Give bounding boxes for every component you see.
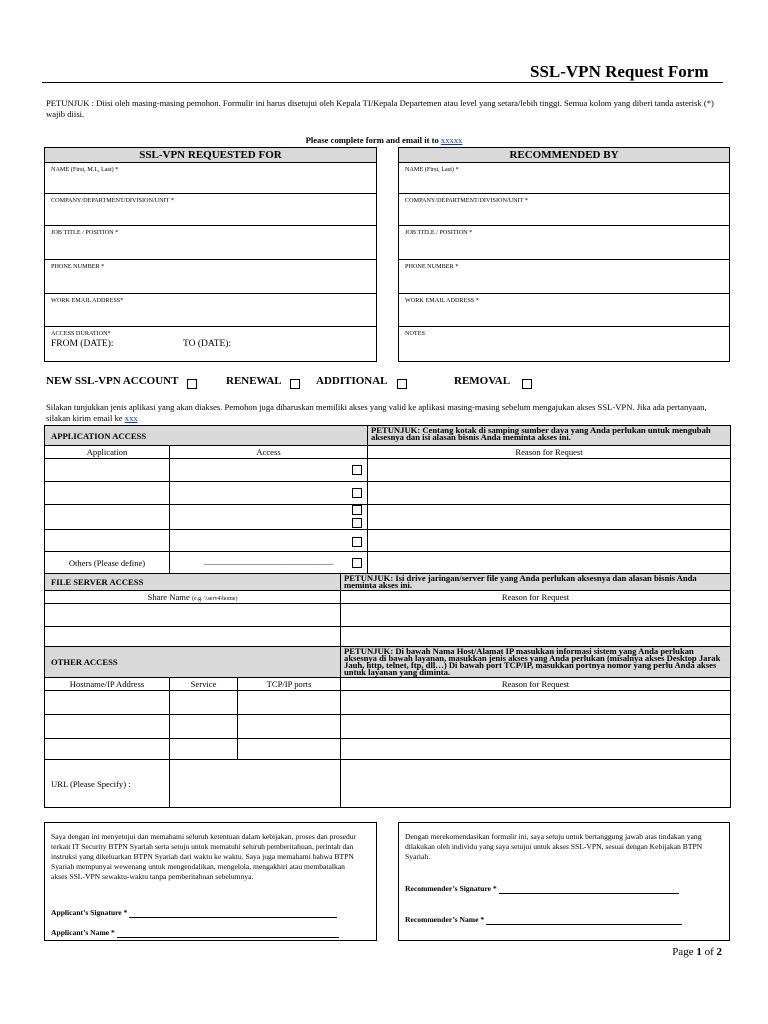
- col-file-reason: Reason for Request: [341, 591, 731, 604]
- requester-email-label: WORK EMAIL ADDRESS*: [51, 297, 124, 304]
- page-current: 1: [696, 946, 702, 958]
- page-of: of: [704, 946, 714, 958]
- service-cell[interactable]: [170, 691, 238, 715]
- table-row: [45, 552, 731, 574]
- file-server-petunjuk: PETUNJUK: Isi drive jaringan/server file yang Anda perlukan aksesnya dan alasan bisnis Anda meminta akses ini.: [341, 574, 731, 591]
- access-checkbox[interactable]: [352, 488, 362, 498]
- file-server-access-table: [44, 573, 731, 650]
- reason-cell[interactable]: [368, 505, 731, 530]
- recommender-signature-line[interactable]: [499, 885, 679, 894]
- complete-email-link[interactable]: xxxxx: [440, 135, 463, 145]
- requested-for-heading: SSL-VPN REQUESTED FOR: [45, 148, 376, 163]
- page-prefix: Page: [672, 946, 694, 958]
- col-share-name-label: Share Name: [147, 592, 190, 602]
- application-cell[interactable]: [45, 505, 170, 530]
- new-account-checkbox[interactable]: [187, 379, 197, 389]
- access-checkbox[interactable]: [352, 465, 362, 475]
- title-divider: [42, 82, 723, 83]
- requester-company-label: COMPANY/DEPARTMENT/DIVISION/UNIT *: [51, 197, 174, 204]
- recommender-agreement-box: [398, 822, 730, 941]
- from-date-label: FROM (DATE):: [51, 339, 114, 349]
- applicant-signature-label: Applicant’s Signature *: [51, 908, 128, 917]
- access-checkbox[interactable]: [352, 505, 362, 515]
- access-cell: [170, 482, 368, 505]
- col-other-reason: Reason for Request: [341, 678, 731, 691]
- additional-checkbox[interactable]: [397, 379, 407, 389]
- table-row: [45, 691, 731, 715]
- others-checkbox[interactable]: [352, 558, 362, 568]
- reason-cell[interactable]: [368, 482, 731, 505]
- col-reason: Reason for Request: [368, 446, 731, 459]
- application-note-text: Silakan tunjukkan jenis aplikasi yang akan diakses. Pemohon juga diharuskan memiliki akses yang valid ke aplikasi masing-masing sebelum mengajukan akses SSL-VPN. Jika ada pertanyaan, silakan kirim email ke: [46, 402, 707, 423]
- requester-phone-label: PHONE NUMBER *: [51, 263, 105, 270]
- request-type-row: [46, 375, 726, 391]
- reason-cell[interactable]: [341, 715, 731, 739]
- table-row: [45, 604, 731, 627]
- recommender-phone-field[interactable]: [399, 259, 729, 293]
- recommender-name-row: [405, 915, 682, 925]
- other-access-petunjuk: PETUNJUK: Di bawah Nama Host/Alamat IP masukkan informasi sistem yang Anda perlukan aksesnya di bawah layanan, masukkan jenis akses yang Anda perlukan (misalnya akses Desktop Jarak Jauh, http, telnet, ftp, dll…) Di bawah port TCP/IP, masukkan portnya nomor yang perlu Anda akses untuk layanan yang diminta.: [341, 647, 731, 678]
- ports-cell[interactable]: [238, 691, 341, 715]
- application-access-table: [44, 425, 731, 574]
- requester-email-field[interactable]: [45, 293, 376, 326]
- complete-text: Please complete form and email it to: [305, 135, 439, 145]
- access-cell: [170, 505, 368, 530]
- table-row: [45, 530, 731, 552]
- applicant-name-line[interactable]: [117, 929, 339, 938]
- application-cell[interactable]: [45, 459, 170, 482]
- requester-job-field[interactable]: [45, 225, 376, 259]
- recommender-job-field[interactable]: [399, 225, 729, 259]
- applicant-signature-row: [51, 908, 337, 918]
- reason-cell[interactable]: [368, 530, 731, 552]
- hostname-cell[interactable]: [45, 739, 170, 760]
- recommended-by-box: [398, 147, 730, 362]
- table-row: [45, 715, 731, 739]
- application-cell[interactable]: [45, 530, 170, 552]
- col-access: Access: [170, 446, 368, 459]
- ports-cell[interactable]: [238, 715, 341, 739]
- access-checkbox[interactable]: [352, 518, 362, 528]
- access-checkbox[interactable]: [352, 537, 362, 547]
- application-cell[interactable]: [45, 482, 170, 505]
- intro-instructions: PETUNJUK : Diisi oleh masing-masing pemohon. Formulir ini harus disetujui oleh Kepala TI/Kepala Departemen atau level yang setara/lebih tinggi. Semua kolom yang diberi tanda asterisk (*) wajib diisi.: [46, 98, 714, 119]
- notes-label: NOTES: [405, 330, 425, 337]
- other-access-table: [44, 646, 731, 808]
- ports-cell[interactable]: [238, 739, 341, 760]
- requester-job-label: JOB TITLE / POSITION *: [51, 229, 119, 236]
- recommender-agreement-text: Dengan merekomendasikan formulir ini, saya setuju untuk bertanggung jawab atas tindakan yang dilakukan oleh individu yang saya setujui untuk akses SSL-VPN, sesuai dengan Kebijakan BTPN Syariah.: [405, 832, 703, 861]
- service-cell[interactable]: [170, 739, 238, 760]
- col-service: Service: [170, 678, 238, 691]
- complete-instruction: [0, 135, 768, 145]
- hostname-cell[interactable]: [45, 691, 170, 715]
- table-row: [45, 505, 731, 530]
- renewal-label: RENEWAL: [226, 375, 282, 387]
- access-cell: [170, 530, 368, 552]
- recommender-name-label: NAME (First, Last) *: [405, 166, 459, 173]
- reason-cell[interactable]: [341, 739, 731, 760]
- applicant-name-row: [51, 928, 339, 938]
- col-application: Application: [45, 446, 170, 459]
- col-hostname: Hostname/IP Address: [45, 678, 170, 691]
- recommended-by-heading: RECOMMENDED BY: [399, 148, 729, 163]
- application-note: [46, 402, 718, 424]
- recommender-signature-label: Recommender’s Signature *: [405, 884, 497, 893]
- recommender-company-label: COMPANY/DEPARTMENT/DIVISION/UNIT *: [405, 197, 528, 204]
- removal-label: REMOVAL: [454, 375, 511, 387]
- application-access-petunjuk: PETUNJUK: Centang kotak di samping sumber daya yang Anda perlukan untuk mengubah aksesnya dan isi alasan bisnis Anda meminta akses ini.: [368, 426, 731, 446]
- file-server-heading: FILE SERVER ACCESS: [45, 574, 341, 591]
- application-access-heading: APPLICATION ACCESS: [45, 426, 368, 446]
- requester-name-field[interactable]: [45, 163, 376, 193]
- recommender-email-field[interactable]: [399, 293, 729, 326]
- application-note-email-link[interactable]: xxx: [124, 413, 138, 423]
- share-name-cell[interactable]: [45, 604, 341, 627]
- recommender-job-label: JOB TITLE / POSITION *: [405, 229, 473, 236]
- to-date-label: TO (DATE):: [183, 339, 232, 349]
- requester-phone-field[interactable]: [45, 259, 376, 293]
- reason-cell[interactable]: [341, 691, 731, 715]
- reason-cell[interactable]: [341, 604, 731, 627]
- applicant-agreement-text: Saya dengan ini menyetujui dan memahami seluruh ketentuan dalam kebijakan, proses dan prosedur terkait IT Security BTPN Syariah serta setuju untuk mematuhi seluruh pemberitahuan, perintah dan instruksi yang dikeluarkan BTPN Syariah dari waktu ke waktu. Saya juga memahami bahwa BTPN Syariah mempunyai wewenang untuk mengendalikan, mengelola, mengakhiri atau membatalkan akses SSL-VPN sewaktu-waktu tanpa pemberitahuan sebelumnya.: [51, 832, 357, 881]
- col-ports: TCP/IP ports: [238, 678, 341, 691]
- renewal-checkbox[interactable]: [290, 379, 300, 389]
- col-share-name: [45, 591, 341, 604]
- hostname-cell[interactable]: [45, 715, 170, 739]
- table-row: [45, 739, 731, 760]
- new-account-label: NEW SSL-VPN ACCOUNT: [46, 375, 179, 387]
- col-share-name-example: (e.g. \\serv4\home): [191, 596, 238, 602]
- access-duration-field[interactable]: [45, 326, 376, 362]
- recommender-name-label: Recommender’s Name *: [405, 915, 485, 924]
- reason-cell[interactable]: [368, 459, 731, 482]
- removal-checkbox[interactable]: [522, 379, 532, 389]
- recommender-signature-row: [405, 884, 679, 894]
- notes-field[interactable]: [399, 326, 729, 362]
- table-row: [45, 482, 731, 505]
- page-total: 2: [716, 946, 722, 958]
- others-blank[interactable]: ______________________________: [204, 556, 333, 566]
- others-access-cell: [170, 552, 368, 574]
- applicant-agreement-box: [44, 822, 377, 941]
- additional-label: ADDITIONAL: [316, 375, 388, 387]
- table-row: [45, 459, 731, 482]
- recommender-email-label: WORK EMAIL ADDRESS *: [405, 297, 479, 304]
- reason-cell[interactable]: [368, 552, 731, 574]
- requester-company-field[interactable]: [45, 193, 376, 225]
- other-access-heading: OTHER ACCESS: [45, 647, 341, 678]
- recommender-phone-label: PHONE NUMBER *: [405, 263, 459, 270]
- others-label: Others (Please define): [45, 552, 170, 574]
- page-number: [672, 946, 722, 958]
- recommender-name-field[interactable]: [399, 163, 729, 193]
- recommender-name-line[interactable]: [486, 916, 682, 925]
- access-cell: [170, 459, 368, 482]
- applicant-signature-line[interactable]: [129, 909, 337, 918]
- url-reason-cell[interactable]: [341, 760, 731, 808]
- service-cell[interactable]: [170, 715, 238, 739]
- recommender-company-field[interactable]: [399, 193, 729, 225]
- requester-name-label: NAME (First, M.I., Last) *: [51, 166, 119, 173]
- page-title: SSL-VPN Request Form: [530, 62, 709, 81]
- access-duration-label: ACCESS DURATION*: [51, 330, 111, 337]
- requested-for-box: [44, 147, 377, 362]
- applicant-name-label: Applicant’s Name *: [51, 928, 115, 937]
- table-row: [45, 760, 731, 808]
- url-cell[interactable]: [170, 760, 341, 808]
- url-label: URL (Please Specify) :: [45, 760, 170, 808]
